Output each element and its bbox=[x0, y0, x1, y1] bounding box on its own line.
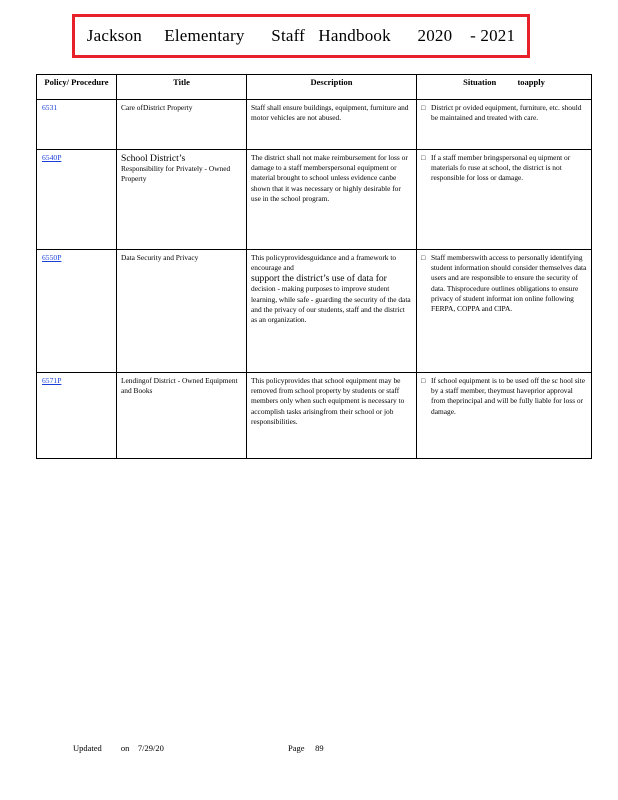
bullet-box-icon: □ bbox=[421, 104, 426, 112]
column-header-description: Description bbox=[247, 75, 417, 100]
table-row bbox=[37, 373, 592, 459]
footer-page-number: Page 89 bbox=[288, 743, 324, 753]
policy-description-emphasis: support the district’s use of data for bbox=[251, 273, 387, 285]
table-row bbox=[37, 100, 592, 150]
policy-title: Lendingof District - Owned Equipment and Books bbox=[121, 376, 238, 396]
policy-description-continued: decision - making purposes to improve student learning, while safe - guarding the security of the data and the privacy of our students, staff and the district as an organization. bbox=[251, 284, 411, 325]
handbook-title: Jackson Elementary Staff Handbook 2020 - 2021 bbox=[86, 26, 516, 45]
table-header-row bbox=[37, 75, 592, 100]
policy-situation: If school equipment is to be used off the sc hool site by a staff member, theymust haveprior approval from theprincipal and will be fully liable for loss or damage. bbox=[431, 376, 586, 416]
policy-title: Responsibility for Privately - Owned Property bbox=[121, 164, 231, 184]
policy-code-link[interactable]: 6531 bbox=[42, 103, 58, 112]
column-header-title: Title bbox=[117, 75, 247, 100]
bullet-box-icon: □ bbox=[421, 377, 426, 385]
policy-table bbox=[36, 74, 592, 459]
policy-description: The district shall not make reimbursement for loss or damage to a staff memberspersonal equipment or material brought to school unless evidence canbe shown that it was necessary or highly desirable for use in the school program. bbox=[251, 153, 408, 203]
policy-situation: Staff memberswith access to personally identifying student information should consider themselves data users and are responsible to ensure the security of data. Thisprocedure outlines obligations to ensure privacy of student informat ion online following FERPA, COPPA and CIPA. bbox=[431, 253, 587, 314]
policy-description: This policyprovidesguidance and a framework to encourage and bbox=[251, 253, 397, 273]
policy-code-link[interactable]: 6550P bbox=[42, 253, 62, 262]
policy-title: Data Security and Privacy bbox=[121, 253, 199, 262]
table-row bbox=[37, 150, 592, 250]
bullet-box-icon: □ bbox=[421, 154, 426, 162]
policy-code-link[interactable]: 6540P bbox=[42, 153, 62, 162]
policy-code-link[interactable]: 6571P bbox=[42, 376, 62, 385]
policy-title-heading: School District’s bbox=[121, 153, 186, 164]
bullet-box-icon: □ bbox=[421, 254, 426, 262]
policy-situation: District pr ovided equipment, furniture, etc. should be maintained and treated with care. bbox=[431, 103, 582, 123]
column-header-policy: Policy/ Procedure bbox=[37, 75, 117, 100]
policy-title: Care ofDistrict Property bbox=[121, 103, 193, 112]
column-header-situation: Situation toapply bbox=[417, 75, 592, 100]
policy-situation: If a staff member bringspersonal eq uipment or materials fo ruse at school, the district is not responsible for loss or damage. bbox=[431, 153, 571, 183]
policy-description: Staff shall ensure buildings, equipment, furniture and motor vehicles are not abused. bbox=[251, 103, 409, 123]
table-row bbox=[37, 250, 592, 373]
handbook-header-box bbox=[72, 14, 530, 58]
policy-description: This policyprovides that school equipment may be removed from school property by students or staff members only when such equipment is necessary to accomplish tasks arisingfrom their school or job responsibilities. bbox=[251, 376, 405, 426]
footer-updated-date: Updated on 7/29/20 bbox=[73, 743, 164, 753]
